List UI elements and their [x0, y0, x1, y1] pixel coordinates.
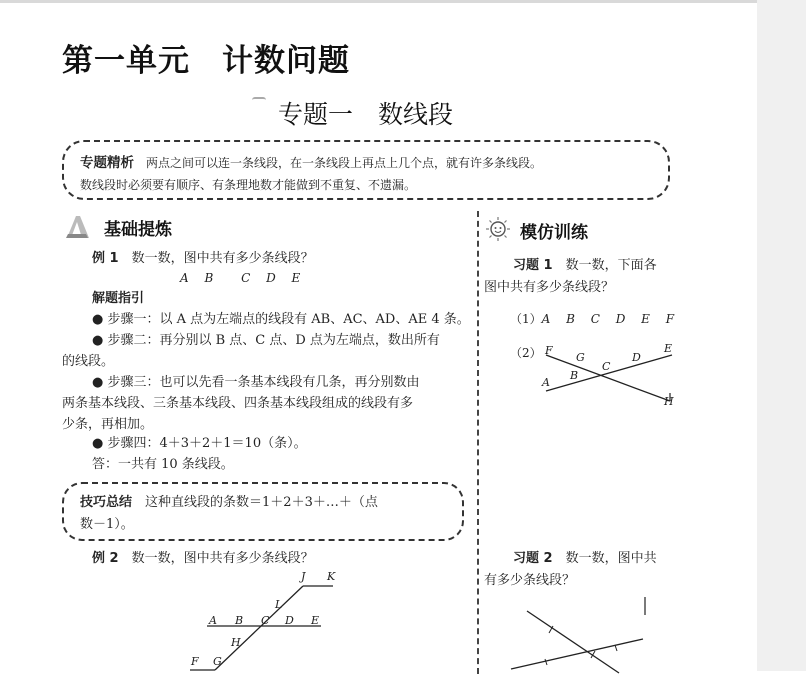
step1-text: ● 步骤一：以 A 点为左端点的线段有 AB、AC、AD、AE 4 条。 [92, 312, 470, 327]
tips-line2: 数－1）。 [80, 517, 134, 532]
practice1-q1: 数一数，下面各 [565, 258, 657, 273]
example2-label: 例 2 [92, 551, 119, 566]
overview-label: 专题精析 [80, 155, 134, 171]
practice-section-icon [485, 216, 511, 242]
practice1-label: 习题 1 [513, 258, 553, 273]
practice2-line [513, 548, 657, 570]
topic-decoration [252, 97, 266, 103]
p1-point-B: B [570, 369, 579, 382]
tips-label: 技巧总结 [80, 495, 133, 510]
practice2-figure [505, 593, 655, 674]
p1-point-G: G [576, 351, 585, 364]
step3-text-c: 少条，再相加。 [62, 417, 154, 432]
example1-question: 数一数，图中共有多少条线段？ [131, 251, 314, 266]
column-divider [477, 211, 479, 674]
point-H: H [231, 636, 241, 649]
point-B: B [235, 614, 244, 627]
p1-point-E: E [664, 342, 673, 355]
tips-box [62, 482, 464, 541]
answer-text: 答：一共有 10 条线段。 [92, 457, 234, 472]
basic-section-title: 基础提炼 [104, 220, 172, 240]
step2-text-b: 的线段。 [62, 354, 115, 369]
guide-title: 解题指引 [92, 291, 145, 306]
point-C: C [261, 614, 270, 627]
point-K: K [327, 570, 336, 583]
practice1-item1-points: A B C D E F [541, 312, 675, 326]
topic-title: 专题一 数线段 [278, 100, 454, 129]
p1-point-A: A [542, 376, 550, 389]
point-L: L [275, 598, 283, 611]
tips-text1: 这种直线段的条数＝1＋2＋3＋…＋（点 [145, 495, 378, 510]
p1-point-D: D [632, 351, 641, 364]
overview-line1: 两点之间可以连一条线段，在一条线段上再点上几个点，就有许多条线段。 [146, 156, 543, 170]
overview-line2: 数线段时必须要有顺序、有条理地数才能做到不重复、不遗漏。 [80, 178, 417, 192]
p1-point-H: H [664, 395, 674, 408]
example1-label: 例 1 [92, 251, 119, 266]
viewer-side-panel [757, 0, 806, 671]
point-A: A [209, 614, 217, 627]
tips-line1 [80, 492, 378, 514]
practice1-q2: 图中共有多少条线段？ [484, 280, 615, 295]
point-G: G [213, 655, 222, 668]
practice1-line [513, 255, 657, 277]
point-J: J [301, 570, 306, 583]
practice2-q2: 有多少条线段？ [484, 573, 576, 588]
step3-text-b: 两条基本线段、三条基本线段、四条基本线段组成的线段有多 [62, 396, 414, 411]
point-F: F [191, 655, 199, 668]
example1-line [92, 248, 314, 270]
point-E: E [311, 614, 320, 627]
basic-section-icon [64, 214, 90, 240]
point-D: D [285, 614, 294, 627]
practice2-q1: 数一数，图中共 [565, 551, 657, 566]
practice1-figure [536, 341, 686, 411]
example1-points: A B C D E [180, 271, 301, 285]
practice-section-title: 模仿训练 [520, 223, 588, 243]
step4-text: ● 步骤四：4＋3＋2＋1＝10（条）。 [92, 436, 307, 451]
practice1-item1-label: （1） [510, 312, 542, 326]
step2-text-a: ● 步骤二：再分别以 B 点、C 点、D 点为左端点，数出所有 [92, 333, 440, 348]
practice1-item2-label: （2） [510, 346, 542, 360]
unit-title: 第一单元 计数问题 [62, 43, 350, 79]
p1-point-F: F [545, 344, 553, 357]
step3-text-a: ● 步骤三：也可以先看一条基本线段有几条，再分别数由 [92, 375, 420, 390]
practice1-item1 [510, 308, 674, 330]
example2-figure [185, 566, 345, 674]
p1-point-C: C [602, 360, 611, 373]
overview-box [62, 140, 670, 200]
practice2-label: 习题 2 [513, 551, 553, 566]
example2-question: 数一数，图中共有多少条线段？ [131, 551, 314, 566]
